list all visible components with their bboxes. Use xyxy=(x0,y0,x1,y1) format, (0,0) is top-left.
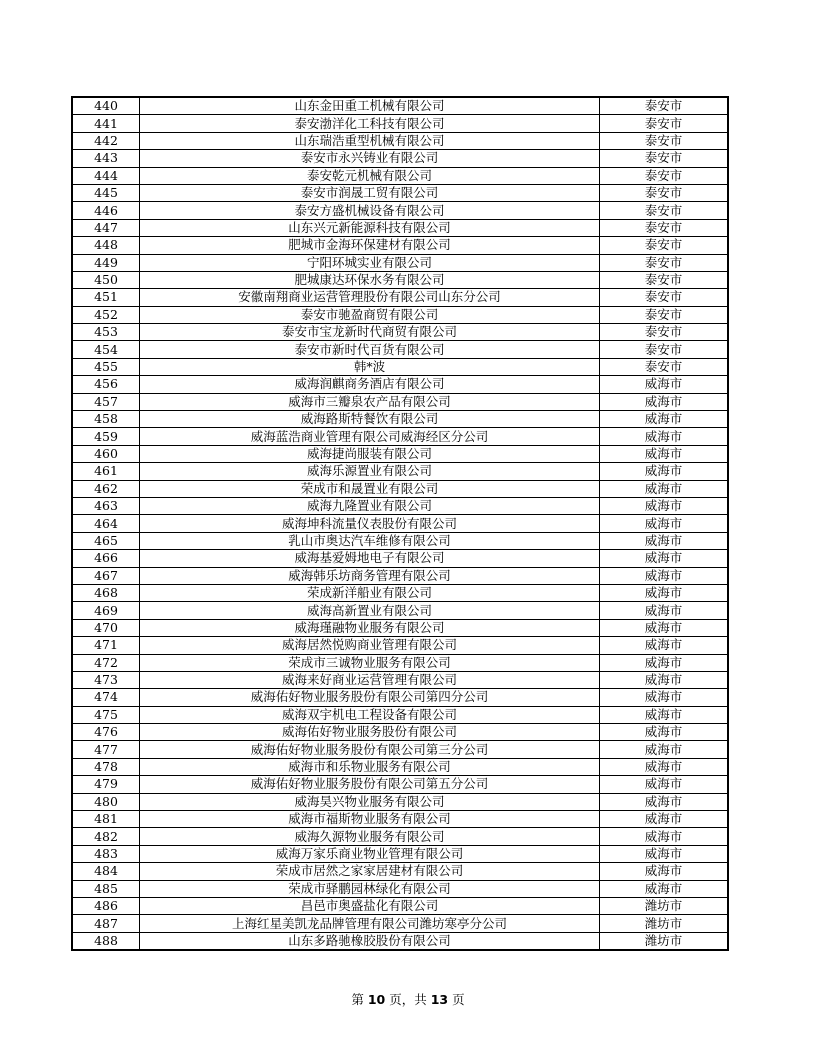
city-cell: 威海市 xyxy=(600,828,729,845)
table-row xyxy=(72,150,728,167)
company-name-cell: 威海佑好物业服务股份有限公司第四分公司 xyxy=(140,689,600,706)
table-row xyxy=(72,897,728,914)
city-cell: 泰安市 xyxy=(600,254,729,271)
table-row xyxy=(72,376,728,393)
company-name-cell: 威海基爱姆地电子有限公司 xyxy=(140,550,600,567)
row-number-cell: 481 xyxy=(72,811,140,828)
table-row xyxy=(72,115,728,132)
row-number-cell: 475 xyxy=(72,706,140,723)
city-cell: 威海市 xyxy=(600,445,729,462)
table-row xyxy=(72,619,728,636)
row-number-cell: 472 xyxy=(72,654,140,671)
city-cell: 威海市 xyxy=(600,550,729,567)
company-name-cell: 威海昊兴物业服务有限公司 xyxy=(140,793,600,810)
company-name-cell: 荣成市三诚物业服务有限公司 xyxy=(140,654,600,671)
city-cell: 泰安市 xyxy=(600,341,729,358)
row-number-cell: 455 xyxy=(72,358,140,375)
row-number-cell: 452 xyxy=(72,306,140,323)
footer-middle: 页，共 xyxy=(385,992,431,1007)
page-footer xyxy=(0,990,816,1008)
company-name-cell: 威海佑好物业服务股份有限公司 xyxy=(140,724,600,741)
city-cell: 威海市 xyxy=(600,376,729,393)
table-row xyxy=(72,671,728,688)
row-number-cell: 474 xyxy=(72,689,140,706)
company-name-cell: 威海双宇机电工程设备有限公司 xyxy=(140,706,600,723)
row-number-cell: 476 xyxy=(72,724,140,741)
city-cell: 威海市 xyxy=(600,793,729,810)
table-row xyxy=(72,289,728,306)
table-row xyxy=(72,184,728,201)
row-number-cell: 468 xyxy=(72,584,140,601)
city-cell: 泰安市 xyxy=(600,237,729,254)
city-cell: 泰安市 xyxy=(600,115,729,132)
city-cell: 威海市 xyxy=(600,724,729,741)
company-name-cell: 乳山市奥达汽车维修有限公司 xyxy=(140,532,600,549)
table-row xyxy=(72,654,728,671)
company-name-cell: 荣成市和晟置业有限公司 xyxy=(140,480,600,497)
city-cell: 泰安市 xyxy=(600,219,729,236)
city-cell: 威海市 xyxy=(600,776,729,793)
row-number-cell: 479 xyxy=(72,776,140,793)
city-cell: 威海市 xyxy=(600,637,729,654)
table-row xyxy=(72,845,728,862)
row-number-cell: 465 xyxy=(72,532,140,549)
city-cell: 潍坊市 xyxy=(600,915,729,932)
company-name-cell: 威海捷尚服装有限公司 xyxy=(140,445,600,462)
table-row xyxy=(72,463,728,480)
city-cell: 威海市 xyxy=(600,811,729,828)
row-number-cell: 454 xyxy=(72,341,140,358)
city-cell: 泰安市 xyxy=(600,167,729,184)
city-cell: 威海市 xyxy=(600,880,729,897)
row-number-cell: 487 xyxy=(72,915,140,932)
table-row xyxy=(72,915,728,932)
city-cell: 泰安市 xyxy=(600,202,729,219)
city-cell: 威海市 xyxy=(600,567,729,584)
row-number-cell: 445 xyxy=(72,184,140,201)
city-cell: 威海市 xyxy=(600,845,729,862)
city-cell: 威海市 xyxy=(600,463,729,480)
table-row xyxy=(72,689,728,706)
row-number-cell: 444 xyxy=(72,167,140,184)
row-number-cell: 470 xyxy=(72,619,140,636)
city-cell: 威海市 xyxy=(600,428,729,445)
company-name-cell: 威海瑾融物业服务有限公司 xyxy=(140,619,600,636)
company-name-cell: 威海韩乐坊商务管理有限公司 xyxy=(140,567,600,584)
city-cell: 威海市 xyxy=(600,671,729,688)
current-page-number: 10 xyxy=(367,992,386,1007)
city-cell: 泰安市 xyxy=(600,271,729,288)
table-row xyxy=(72,324,728,341)
table-row xyxy=(72,497,728,514)
company-name-cell: 威海久源物业服务有限公司 xyxy=(140,828,600,845)
table-row xyxy=(72,254,728,271)
company-name-cell: 肥城市金海环保建材有限公司 xyxy=(140,237,600,254)
row-number-cell: 442 xyxy=(72,132,140,149)
city-cell: 泰安市 xyxy=(600,150,729,167)
city-cell: 泰安市 xyxy=(600,306,729,323)
row-number-cell: 456 xyxy=(72,376,140,393)
table-row xyxy=(72,393,728,410)
row-number-cell: 446 xyxy=(72,202,140,219)
row-number-cell: 458 xyxy=(72,411,140,428)
company-name-cell: 昌邑市奥盛盐化有限公司 xyxy=(140,897,600,914)
city-cell: 威海市 xyxy=(600,602,729,619)
company-name-cell: 上海红星美凯龙品牌管理有限公司潍坊寒亭分公司 xyxy=(140,915,600,932)
row-number-cell: 461 xyxy=(72,463,140,480)
company-name-cell: 宁阳环城实业有限公司 xyxy=(140,254,600,271)
table-row xyxy=(72,132,728,149)
city-cell: 泰安市 xyxy=(600,289,729,306)
row-number-cell: 453 xyxy=(72,324,140,341)
table-row xyxy=(72,532,728,549)
company-name-cell: 泰安市润晟工贸有限公司 xyxy=(140,184,600,201)
table-row xyxy=(72,411,728,428)
table-row xyxy=(72,358,728,375)
company-name-cell: 威海路斯特餐饮有限公司 xyxy=(140,411,600,428)
table-row xyxy=(72,863,728,880)
company-name-cell: 山东金田重工机械有限公司 xyxy=(140,97,600,115)
row-number-cell: 447 xyxy=(72,219,140,236)
table-row xyxy=(72,811,728,828)
row-number-cell: 486 xyxy=(72,897,140,914)
row-number-cell: 485 xyxy=(72,880,140,897)
row-number-cell: 467 xyxy=(72,567,140,584)
row-number-cell: 488 xyxy=(72,932,140,950)
row-number-cell: 451 xyxy=(72,289,140,306)
city-cell: 威海市 xyxy=(600,411,729,428)
city-cell: 泰安市 xyxy=(600,184,729,201)
table-row xyxy=(72,445,728,462)
city-cell: 威海市 xyxy=(600,758,729,775)
company-name-cell: 威海坤科流量仪表股份有限公司 xyxy=(140,515,600,532)
table-row xyxy=(72,550,728,567)
table-row xyxy=(72,271,728,288)
row-number-cell: 477 xyxy=(72,741,140,758)
company-name-cell: 荣成新洋船业有限公司 xyxy=(140,584,600,601)
company-name-cell: 安徽南翔商业运营管理股份有限公司山东分公司 xyxy=(140,289,600,306)
table-row xyxy=(72,741,728,758)
company-name-cell: 肥城康达环保水务有限公司 xyxy=(140,271,600,288)
footer-suffix: 页 xyxy=(448,992,465,1007)
city-cell: 威海市 xyxy=(600,706,729,723)
table-row xyxy=(72,341,728,358)
city-cell: 威海市 xyxy=(600,619,729,636)
company-name-cell: 泰安市新时代百货有限公司 xyxy=(140,341,600,358)
row-number-cell: 460 xyxy=(72,445,140,462)
table-row xyxy=(72,584,728,601)
footer-prefix: 第 xyxy=(351,992,368,1007)
table-row xyxy=(72,97,728,115)
company-name-cell: 威海市和乐物业服务有限公司 xyxy=(140,758,600,775)
company-name-cell: 泰安渤洋化工科技有限公司 xyxy=(140,115,600,132)
city-cell: 威海市 xyxy=(600,497,729,514)
city-cell: 泰安市 xyxy=(600,132,729,149)
company-name-cell: 威海九隆置业有限公司 xyxy=(140,497,600,514)
table-row xyxy=(72,167,728,184)
company-name-cell: 山东瑞浩重型机械有限公司 xyxy=(140,132,600,149)
row-number-cell: 463 xyxy=(72,497,140,514)
company-name-cell: 威海万家乐商业物业管理有限公司 xyxy=(140,845,600,862)
row-number-cell: 469 xyxy=(72,602,140,619)
table-row xyxy=(72,602,728,619)
table-row xyxy=(72,219,728,236)
row-number-cell: 449 xyxy=(72,254,140,271)
company-name-cell: 泰安市驰盈商贸有限公司 xyxy=(140,306,600,323)
city-cell: 潍坊市 xyxy=(600,897,729,914)
row-number-cell: 464 xyxy=(72,515,140,532)
table-body xyxy=(72,97,728,950)
company-name-cell: 山东兴元新能源科技有限公司 xyxy=(140,219,600,236)
company-name-cell: 威海居然悦购商业管理有限公司 xyxy=(140,637,600,654)
company-name-cell: 山东多路驰橡胶股份有限公司 xyxy=(140,932,600,950)
total-page-number: 13 xyxy=(430,992,449,1007)
table-row xyxy=(72,724,728,741)
city-cell: 威海市 xyxy=(600,741,729,758)
row-number-cell: 448 xyxy=(72,237,140,254)
table-row xyxy=(72,758,728,775)
company-name-cell: 泰安市永兴铸业有限公司 xyxy=(140,150,600,167)
row-number-cell: 459 xyxy=(72,428,140,445)
company-name-cell: 荣成市居然之家家居建材有限公司 xyxy=(140,863,600,880)
company-name-cell: 威海润麒商务酒店有限公司 xyxy=(140,376,600,393)
row-number-cell: 482 xyxy=(72,828,140,845)
row-number-cell: 480 xyxy=(72,793,140,810)
company-name-cell: 泰安乾元机械有限公司 xyxy=(140,167,600,184)
table-row xyxy=(72,480,728,497)
row-number-cell: 483 xyxy=(72,845,140,862)
company-name-cell: 威海市福斯物业服务有限公司 xyxy=(140,811,600,828)
city-cell: 威海市 xyxy=(600,584,729,601)
table-row xyxy=(72,637,728,654)
table-row xyxy=(72,828,728,845)
table-row xyxy=(72,515,728,532)
table-row xyxy=(72,567,728,584)
company-name-cell: 威海高新置业有限公司 xyxy=(140,602,600,619)
city-cell: 潍坊市 xyxy=(600,932,729,950)
company-name-cell: 威海佑好物业服务股份有限公司第三分公司 xyxy=(140,741,600,758)
row-number-cell: 457 xyxy=(72,393,140,410)
table-row xyxy=(72,202,728,219)
row-number-cell: 466 xyxy=(72,550,140,567)
table-row xyxy=(72,793,728,810)
table-row xyxy=(72,776,728,793)
row-number-cell: 484 xyxy=(72,863,140,880)
company-name-cell: 威海市三瓣泉农产品有限公司 xyxy=(140,393,600,410)
row-number-cell: 441 xyxy=(72,115,140,132)
company-name-cell: 荣成市驿鹏园林绿化有限公司 xyxy=(140,880,600,897)
table-row xyxy=(72,932,728,950)
row-number-cell: 450 xyxy=(72,271,140,288)
city-cell: 威海市 xyxy=(600,532,729,549)
table-row xyxy=(72,880,728,897)
row-number-cell: 443 xyxy=(72,150,140,167)
table-row xyxy=(72,237,728,254)
city-cell: 泰安市 xyxy=(600,324,729,341)
city-cell: 威海市 xyxy=(600,393,729,410)
row-number-cell: 462 xyxy=(72,480,140,497)
row-number-cell: 473 xyxy=(72,671,140,688)
company-name-cell: 泰安市宝龙新时代商贸有限公司 xyxy=(140,324,600,341)
row-number-cell: 471 xyxy=(72,637,140,654)
company-name-cell: 泰安方盛机械设备有限公司 xyxy=(140,202,600,219)
table-row xyxy=(72,428,728,445)
city-cell: 威海市 xyxy=(600,480,729,497)
city-cell: 威海市 xyxy=(600,863,729,880)
city-cell: 威海市 xyxy=(600,654,729,671)
table-row xyxy=(72,706,728,723)
row-number-cell: 440 xyxy=(72,97,140,115)
row-number-cell: 478 xyxy=(72,758,140,775)
company-name-cell: 威海蓝浩商业管理有限公司威海经区分公司 xyxy=(140,428,600,445)
city-cell: 威海市 xyxy=(600,515,729,532)
company-name-cell: 韩*波 xyxy=(140,358,600,375)
company-list-table xyxy=(71,96,729,951)
city-cell: 威海市 xyxy=(600,689,729,706)
city-cell: 泰安市 xyxy=(600,97,729,115)
table-row xyxy=(72,306,728,323)
company-name-cell: 威海乐源置业有限公司 xyxy=(140,463,600,480)
city-cell: 泰安市 xyxy=(600,358,729,375)
company-name-cell: 威海佑好物业服务股份有限公司第五分公司 xyxy=(140,776,600,793)
company-name-cell: 威海来好商业运营管理有限公司 xyxy=(140,671,600,688)
